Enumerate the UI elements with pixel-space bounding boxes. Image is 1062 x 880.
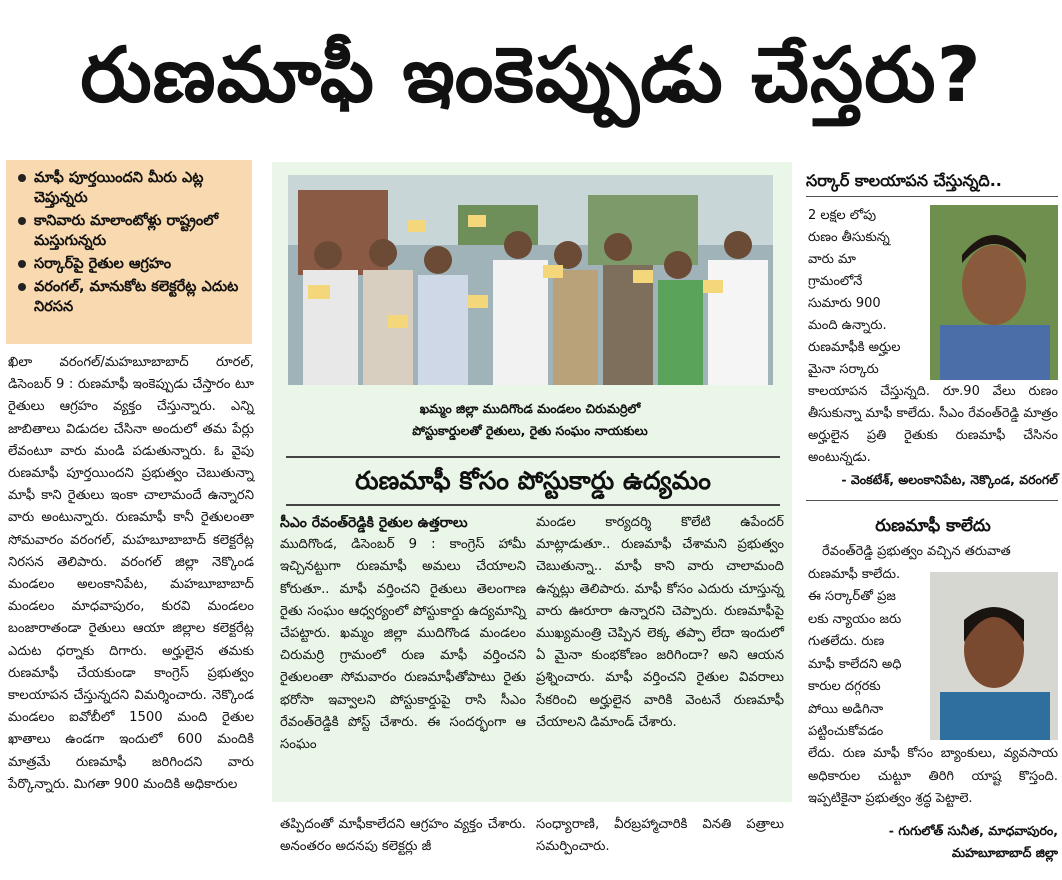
bullet-icon: [18, 174, 26, 182]
quote-2-signature: - గుగులోత్ సునీత, మాధవాపురం, మహబూబాబాద్ జిల్లా: [888, 823, 1058, 860]
quote-2-title: రుణమాఫీ కాలేదు: [875, 516, 991, 536]
divider: [806, 500, 1058, 501]
farmers-protest-photo: [288, 175, 773, 385]
divider: [806, 196, 1058, 197]
quote-2-text: లేదు. రుణ మాఫీ కోసం బ్యాంకులు, వ్యవసాయ అధికారుల చుట్టూ తిరిగి యాష్ట కొస్తంది. ఇప్పటికైనా ప్రభుత్వం శ్రద్ధ పెట్టాలె.: [808, 746, 1058, 806]
kicker: సీఎం రేవంత్‌రెడ్డికి రైతుల ఉత్తరాలు: [280, 515, 468, 531]
photo-caption: ఖమ్మం జిల్లా ముదిగొండ మండలం చిరుమర్రిలో పోస్టుకార్డులతో రైతులు, రైతు సంఘం నాయకులు: [412, 401, 648, 438]
bullet-icon: [18, 260, 26, 268]
sub-headline: రుణమాఫీ కోసం పోస్టుకార్డు ఉద్యమం: [286, 456, 780, 506]
bullet-icon: [18, 217, 26, 225]
highlights-list: [16, 168, 248, 320]
bullet-icon: [18, 283, 26, 291]
quote-1-wrap: 2 లక్షల లోపు రుణం తీసుకున్న వారు మా గ్రామంలోనే సుమారు 900 మంది ఉన్నారు. రుణమాఫీకి అర్హుల మైనా సర్కారు: [808, 208, 901, 377]
highlight-item: మాఫీ పూర్తయిందని మీరు ఎట్ల చెప్తున్నరు: [16, 168, 248, 208]
highlight-item: వరంగల్, మానుకోట కలెక్టరేట్ల ఎదుట నిరసన: [16, 277, 248, 317]
quote-1-title: సర్కార్ కాలయాపన చేస్తున్నది..: [806, 171, 1002, 190]
highlight-item: సర్కార్‌పై రైతుల ఆగ్రహం: [16, 254, 248, 274]
quote-1-text: కాలయాపన చేస్తున్నది. రూ.90 వేలు రుణం తీసుకున్నా మాఫీ కాలేదు. సీఎం రేవంత్‌రెడ్డి మాత్రం అర్హులైన ప్రతి రైతుకు రుణమాఫీ చేసినం అంటున్నడు.: [808, 384, 1058, 465]
article-column-2-tail: తప్పిదంతో మాఫీకాలేదని ఆగ్రహం వ్యక్తం చేశారు. అనంతరం అదనపు కలెక్టర్లు జీ: [280, 817, 526, 855]
article-column-3: మండల కార్యదర్శి కొలేటి ఉపేందర్ మాట్లాడుతూ.. రుణమాఫీ చేశామని ప్రభుత్వం చెబుతున్నా.. మాఫీ కాని వారు చాలామంది ఉన్నట్లు తెలిపారు. మాఫీ కోసం ఎదురు చూస్తున్న వారు ఊరూరా ఉన్నారని చెప్పారు. రుణమాఫీపై ముఖ్యమంత్రి చెప్పిన లెక్క తప్పా లేదా ఇందులో ఏ మైనా కుంభకోణం జరిగిందా? అని ఆయన ప్రశ్నించారు. మాఫీ వర్తించని రైతుల వివరాలు సేకరించి అర్హులైన వారికి వెంటనే రుణమాఫీ చేయాలని డిమాండ్ చేశారు.: [536, 515, 784, 730]
woman-portrait-photo: [930, 572, 1058, 740]
quote-2-wrap: రేవంత్‌రెడ్డి ప్రభుత్వం వచ్చిన తరువాత రుణమాఫీ కాలేదు. ఈ సర్కార్‌తో ప్రజ లకు న్యాయం జరు గుతలేదు. రుణ మాఫీ కాలేదని అధి కారుల దగ్గరకు పోయి అడిగినా పట్టించుకోవడం: [808, 544, 1011, 739]
article-column-3-tail: సంధ్యారాణి, వీరబ్రహ్మాచారికి వినతి పత్రాలు సమర్పించారు.: [536, 817, 784, 855]
highlight-item: కానివారు మాలాంటోళ్లు రాష్ట్రంలో మస్తుగున్నరు: [16, 211, 248, 251]
quote-1-signature: - వెంకటేశ్, అలంకానిపేట, నెక్కొండ, వరంగల్: [841, 472, 1058, 487]
article-column-2: [280, 512, 526, 756]
page-headline: రుణమాఫీ ఇంకెప్పుడు చేస్తరు?: [80, 30, 982, 119]
article-column-1: ఖిలా వరంగల్/మహబూబాబాద్ రూరల్, డిసెంబర్ 9 : రుణమాఫీ ఇంకెప్పుడు చేస్తారం టూ రైతులు ఆగ్రహం వ్యక్తం చేస్తున్నారు. ఎన్ని జాబితాలు విడుదల చేసినా అందులో తమ పేర్లు లేవంటూ వారు మండి పడుతున్నారు. ఓ వైపు రుణమాఫీ పూర్తయిందని ప్రభుత్వం చెబుతున్నా మాఫీ కాని రైతులు ఇంకా చాలామందే ఉన్నారని వారు అంటున్నారు. రుణమాఫీ కానీ రైతులంతా సోమవారం వరంగల్, మహబూబాబాద్ కలెక్టరేట్ల నిరసన తెలిపారు. వరంగల్ జిల్లా నెక్కొండ మండలం అలంకానిపేట, మహబూబాబాద్ మండలం మాధవాపురం, కురవి మండలం బంజారాతండా రైతులు ఆయా జిల్లాల కలెక్టరేట్ల ఎదుట ధర్నాకు దిగారు. అర్హులైన తమకు రుణమాఫీ చేయకుండా కాంగ్రెస్ ప్రభుత్వం కాలయాపన చేస్తున్నదని విమర్శించారు. నెక్కొండ మండలం ఐవోబీలో 1500 మంది రైతుల ఖాతాలు ఉండగా ఇందులో 600 మందికి మాత్రమే రుణమాఫీ జరిగిందని వారు పేర్కొన్నారు. మిగతా 900 మందికి అధికారుల: [8, 355, 254, 792]
article-column-2-body: ముదిగొండ, డిసెంబర్ 9 : కాంగ్రెస్ హామీ ఇచ్చినట్టుగా రుణమాఫీ అమలు చేయాలని కోరుతూ.. మాఫీ వర్తించని రైతులు తెలంగాణ రైతు సంఘం ఆధ్వర్యంలో పోస్టుకార్డు ఉద్యమాన్ని చేపట్టారు. ఖమ్మం జిల్లా ముదిగొండ మండలం చిరుమర్రి గ్రామంలో రుణ మాఫీ వర్తించని రైతులంతా సోమవారం రుణమాఫీతోపాటు రైతు భరోసా ఇవ్వాలని పోస్టుకార్డుపై రాసి సీఎం రేవంత్‌రెడ్డికి పోస్ట్ చేశారు. ఈ సందర్భంగా ఆ సంఘం: [280, 537, 526, 753]
farmer-portrait-photo: [930, 205, 1058, 380]
